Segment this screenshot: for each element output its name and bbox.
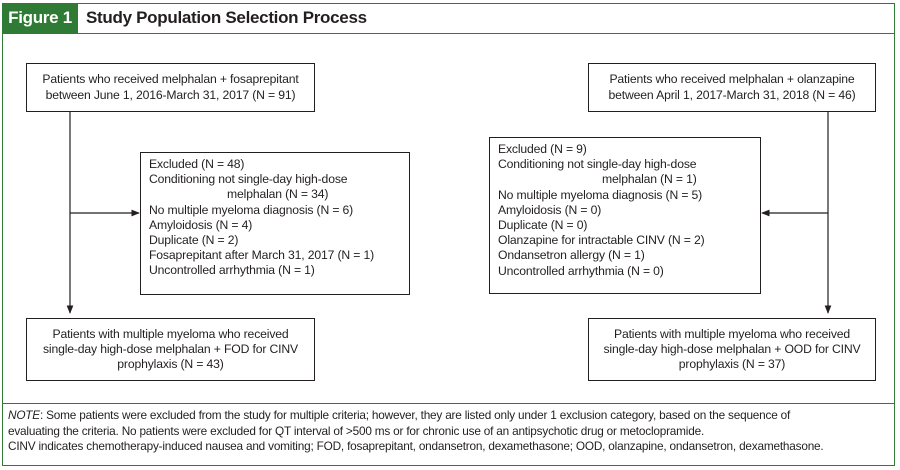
note-text: : Some patients were excluded from the study for multiple criteria; however, they are listed only under 1 exclusion category, based on the sequence of [39,408,791,422]
right-excluded-box [489,137,761,294]
box-line: single-day high-dose melphalan + FOD for CINV [42,341,299,356]
excluded-total: Excluded (N = 9) [498,142,587,156]
box-line: Patients with multiple myeloma who received [52,326,289,341]
exclusion-item: Amyloidosis (N = 0) [498,202,602,217]
abbreviations-line: CINV indicates chemotherapy-induced nausea and vomiting; FOD, fosaprepitant, ondansetron, dexamethasone; OOD, olanzapine, ondansetron, dexamethasone. [8,439,824,453]
left-final-population-box [26,318,315,381]
exclusion-item: Uncontrolled arrhythmia (N = 1) [149,263,315,278]
right-initial-population-box [588,63,876,112]
box-line: prophylaxis (N = 37) [678,357,786,372]
box-line: Patients with multiple myeloma who received [613,326,851,341]
note-label: NOTE [8,408,40,422]
exclusion-item: Uncontrolled arrhythmia (N = 0) [498,263,664,278]
box-line: between June 1, 2016-March 31, 2017 (N = 91) [45,87,296,102]
excluded-total: Excluded (N = 48) [149,157,245,171]
note-line-1 [8,408,893,424]
figure-title: Study Population Selection Process [86,8,367,27]
box-line: Patients who received melphalan + fosaprepitant [42,72,299,87]
exclusion-item: Fosaprepitant after March 31, 2017 (N = 1) [149,248,375,263]
left-excluded-box [140,152,410,295]
box-line: between April 1, 2017-March 31, 2018 (N = 46) [608,87,856,102]
exclusion-item: Conditioning not single-day high-dose [149,172,348,187]
box-line: prophylaxis (N = 43) [117,357,224,372]
exclusion-item: No multiple myeloma diagnosis (N = 6) [149,202,354,217]
exclusion-item: Ondansetron allergy (N = 1) [498,248,645,263]
exclusion-item: No multiple myeloma diagnosis (N = 5) [498,187,703,202]
left-initial-population-box [26,63,315,112]
exclusion-item: Duplicate (N = 2) [149,233,239,248]
figure-notes [8,408,893,455]
exclusion-item: Duplicate (N = 0) [498,218,588,233]
exclusion-item: Conditioning not single-day high-dose [498,157,697,172]
exclusion-item: Amyloidosis (N = 4) [149,217,253,232]
note-line-2: evaluating the criteria. No patients were excluded for QT interval of >500 ms or for chronic use of an antipsychotic drug or metoclopramide. [8,423,705,438]
figure-label: Figure 1 [2,3,78,33]
box-line: single-day high-dose melphalan + OOD for CINV [603,341,861,356]
exclusion-item: melphalan (N = 34) [227,187,329,202]
box-line: Patients who received melphalan + olanzapine [609,72,855,87]
exclusion-item: melphalan (N = 1) [602,172,697,187]
right-final-population-box [588,318,876,381]
notes-divider [2,403,895,404]
exclusion-item: Olanzapine for intractable CINV (N = 2) [498,233,705,248]
